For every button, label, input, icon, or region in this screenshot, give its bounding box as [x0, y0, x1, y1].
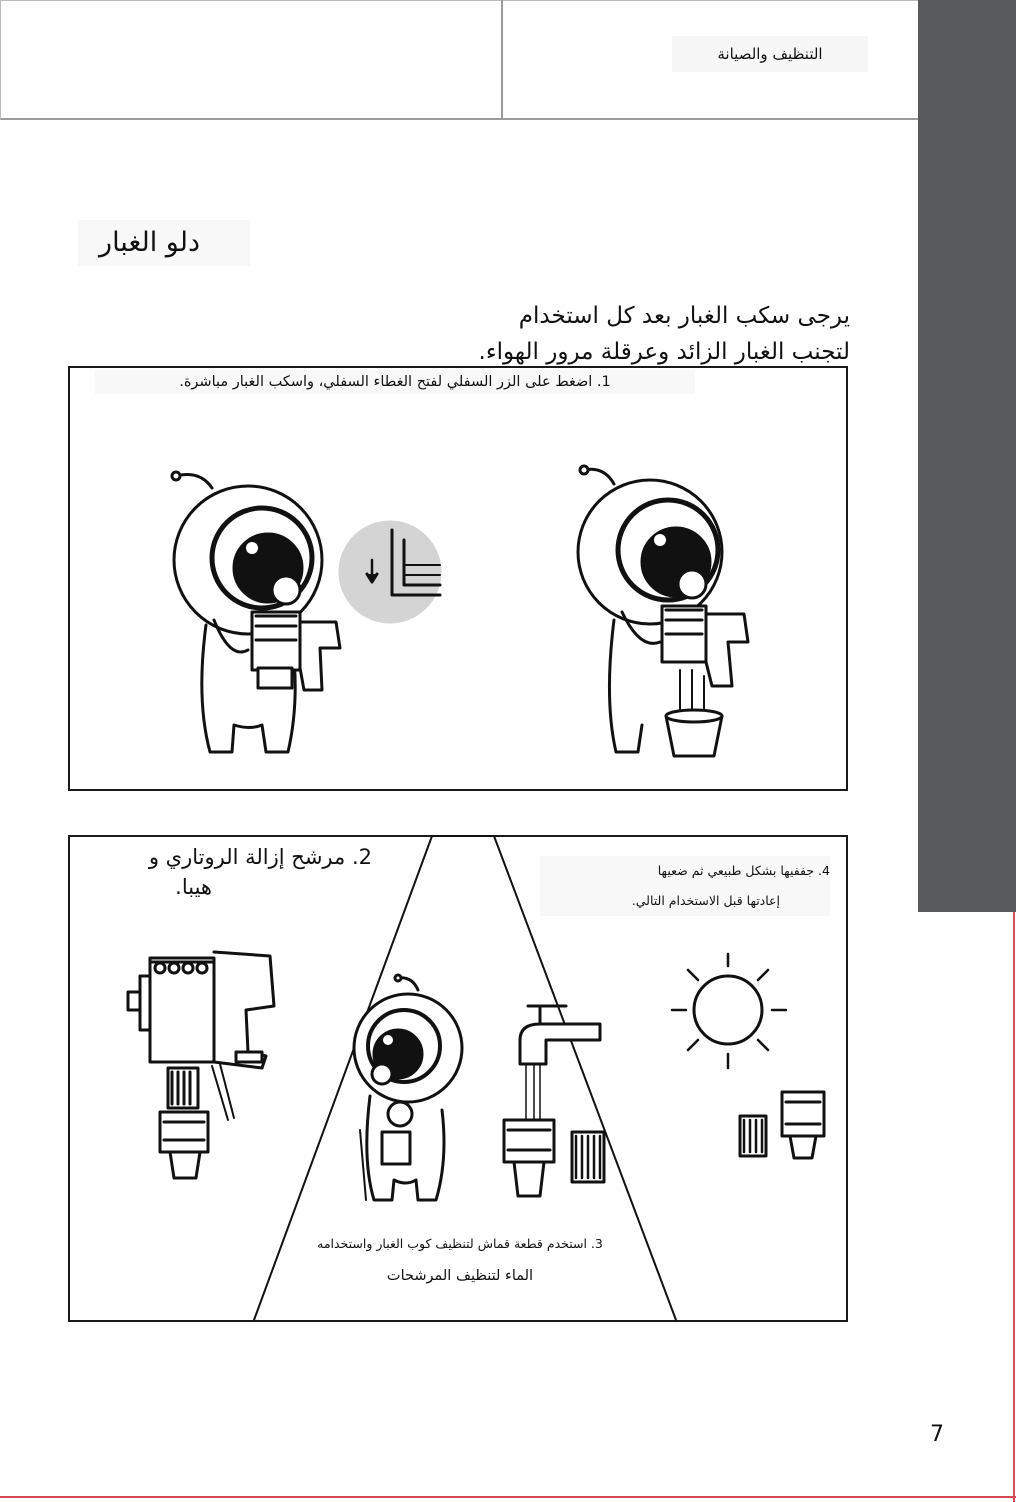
filter-icon	[168, 1068, 198, 1108]
step4-line-1: 4. جففيها بشكل طبيعي ثم ضعيها	[657, 863, 830, 878]
sun-icon	[672, 954, 786, 1068]
dust-cup-icon	[504, 1120, 554, 1196]
intro-line-1: يرجى سكب الغبار بعد كل استخدام	[518, 303, 850, 329]
step3-line-1: 3. استخدم قطعة قماش لتنظيف كوب الغبار واستخدامه	[317, 1236, 603, 1251]
page-number: 7	[930, 1422, 944, 1447]
step2-line-1: 2. مرشح إزالة الروتاري و	[148, 845, 372, 869]
dust-cup-icon	[160, 1112, 208, 1178]
dust-cup-icon	[782, 1092, 824, 1158]
vacuum-icon	[128, 952, 274, 1120]
step1-text: 1. اضغط على الزر السفلي لفتح الغطاء السفلي، واسكب الغبار مباشرة.	[95, 370, 695, 394]
step4-line-2: إعادتها قبل الاستخدام التالي.	[631, 893, 780, 908]
faucet-icon	[520, 1006, 600, 1126]
bucket-icon	[666, 710, 722, 756]
section-label: التنظيف والصيانة	[672, 36, 868, 72]
filter-icon	[740, 1116, 766, 1156]
page-title: دلو الغبار	[78, 220, 250, 266]
step3-line-2: الماء لتنظيف المرشحات	[386, 1268, 534, 1284]
robot-mascot-icon	[354, 975, 462, 1200]
vacuum-icon	[662, 606, 748, 712]
step2-line-2: هيبا.	[175, 875, 212, 899]
filter-icon	[572, 1132, 604, 1182]
intro-line-2: لتجنب الغبار الزائد وعرقلة مرور الهواء.	[478, 339, 850, 365]
